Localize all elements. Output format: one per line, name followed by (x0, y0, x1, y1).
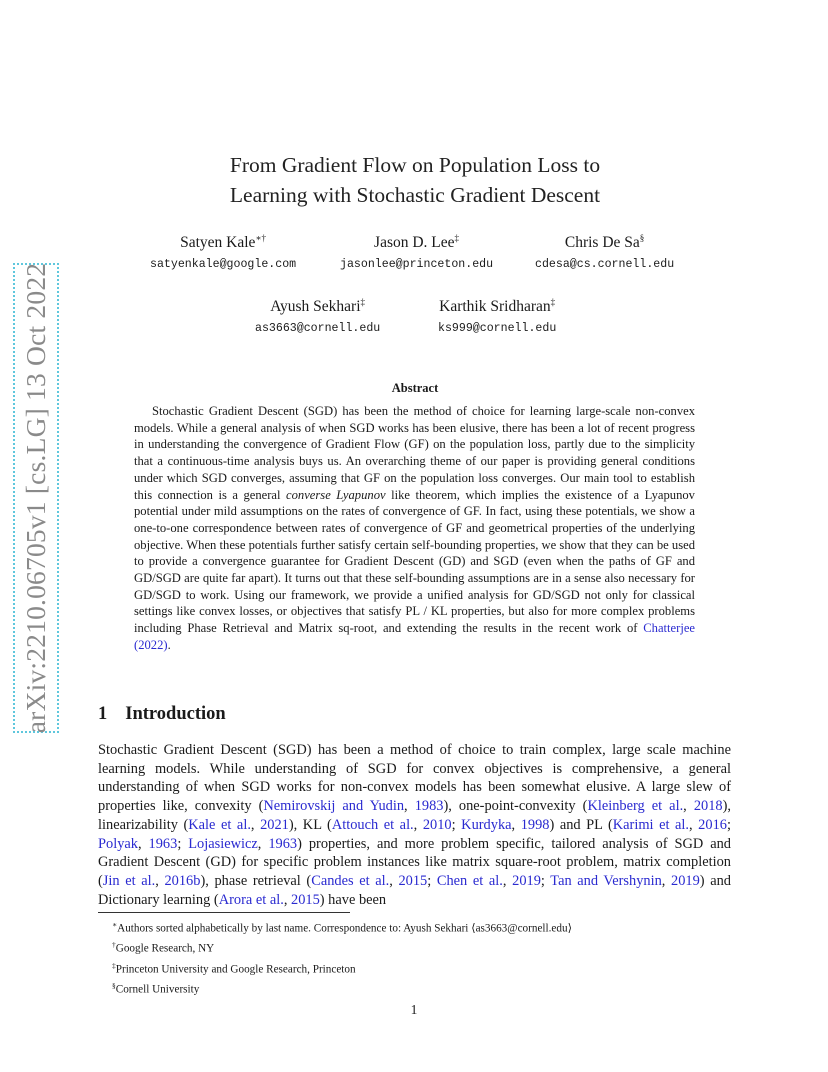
body-text-segment: , (689, 816, 699, 833)
body-text-segment: ; (540, 872, 551, 889)
body-text-segment: , (250, 816, 261, 833)
author-email: as3663@cornell.edu (255, 322, 381, 336)
body-text-segment: , (404, 798, 415, 815)
body-text-segment: ; (427, 872, 437, 889)
footnote: ∗Authors sorted alphabetically by last name. Correspondence to: Ayush Sekhari ⟨as3663@cornell.edu⟩ (112, 920, 572, 935)
author-name: Satyen Kale∗† (180, 233, 267, 252)
body-text-segment: , (661, 872, 672, 889)
citation-link[interactable]: Lojasiewicz (188, 835, 258, 852)
author-name: Jason D. Lee‡ (374, 233, 460, 252)
body-text-segment: ) properties, and more problem specific, tailored analysis of SGD and Gradient Descent (GD) for specific problem instances like matrix square-root problem, matrix completion ( (98, 835, 731, 889)
body-text-segment: ; (726, 816, 731, 833)
author-email: cdesa@cs.cornell.edu (535, 258, 675, 272)
body-text-segment: Stochastic Gradient Descent (SGD) has been a method of choice to train complex, large scale machine learning models. While understanding of SGD for convex objectives is comprehensive, a general understanding of when SGD works for non-convex models has been somewhat elusive. A large slew of properties like, convexity ( (98, 742, 731, 815)
citation-link[interactable]: 1998 (520, 816, 550, 833)
author-name: Karthik Sridharan‡ (439, 297, 556, 316)
citation-link[interactable]: Chatterjee (2022) (134, 621, 695, 652)
title-line-2: Learning with Stochastic Gradient Descent (229, 183, 601, 207)
abstract-emphasis: converse Lyapunov (286, 487, 386, 502)
author-name: Ayush Sekhari‡ (270, 297, 365, 316)
author-email: jasonlee@princeton.edu (340, 258, 494, 272)
author-affiliation-mark: ‡ (550, 297, 556, 307)
citation-link[interactable]: 2019 (512, 872, 541, 889)
citation-link[interactable]: Kurdyka (461, 816, 512, 833)
citation-link[interactable]: 2019 (671, 872, 700, 889)
author-block (438, 293, 556, 337)
title-line-1: From Gradient Flow on Population Loss to (229, 153, 601, 177)
body-text-segment: , (257, 835, 269, 852)
citation-link[interactable]: Karimi et al. (612, 816, 690, 833)
citation-link[interactable]: Attouch et al. (331, 816, 414, 833)
body-text-segment: ), phase retrieval ( (200, 872, 312, 889)
body-text-segment: , (511, 816, 521, 833)
body-text-segment: , (502, 872, 513, 889)
author-email: ks999@cornell.edu (438, 322, 557, 336)
citation-link[interactable]: Kleinberg et al. (587, 798, 684, 815)
body-text-segment: ), linearizability ( (98, 798, 731, 833)
citation-link[interactable]: 2018 (693, 798, 723, 815)
section-number: 1 (98, 704, 108, 724)
body-text-segment: ), KL ( (288, 816, 332, 833)
body-text-segment: ) have been (319, 891, 387, 908)
arxiv-stamp (13, 263, 59, 733)
author-email: satyenkale@google.com (150, 258, 297, 272)
citation-link[interactable]: 2016b (164, 872, 201, 889)
citation-link[interactable]: 2021 (260, 816, 289, 833)
footnotes (112, 917, 732, 999)
footnote: ‡Princeton University and Google Research, Princeton (112, 960, 356, 976)
body-text-segment: ; (451, 816, 462, 833)
citation-link[interactable]: 2015 (291, 891, 320, 908)
body-text-segment: ; (177, 835, 189, 852)
author-affiliation-mark: § (639, 233, 645, 243)
abstract-text: Stochastic Gradient Descent (SGD) has been the method of choice for learning large-scale non-convex models. While a general analysis of when SGD works has been elusive, there has been a lot of recent progress in understanding the convergence of Gradient Flow (GF) on the population loss, partly due to the simplicity that a continuous-time analysis buys us. An overarching theme of our paper is providing general conditions under which SGD converges, assuming that GF on the population loss converges. Our main tool to establish this connection is a general converse Lyapunov like theorem, which implies the existence of a Lyapunov potential under mild assumptions on the rates of convergence of GF. In fact, using these potentials, we show a one-to-one correspondence between rates of convergence of GF and geometrical properties of the underlying objective. When these potentials further satisfy certain self-bounding properties, we show that they can be used to provide a convergence guarantee for Gradient Descent (GD) and SGD (even when the paths of GF and GD/SGD are quite far apart). It turns out that these self-bounding assumptions are in a sense also necessary for GD/SGD to work. Using our framework, we provide a unified analysis for GD/SGD not only for classical settings like convex losses, or objectives that satisfy PL / KL properties, but also for more complex problems including Phase Retrieval and Matrix sq-root, and extending the results in the recent work of Chatterjee (2022). (134, 404, 695, 652)
author-affiliation-mark: ∗† (255, 233, 267, 243)
citation-link[interactable]: 1963 (148, 835, 178, 852)
body-text-segment: , (683, 798, 694, 815)
abstract-heading: Abstract (391, 381, 439, 395)
page-number: 1 (410, 1002, 418, 1017)
citation-link[interactable]: Polyak (98, 835, 138, 852)
author-name: Chris De Sa§ (564, 233, 645, 252)
author-block (340, 229, 493, 273)
section-heading (98, 704, 226, 725)
arxiv-identifier: arXiv:2210.06705v1 [cs.LG] 13 Oct 2022 (20, 262, 51, 734)
citation-link[interactable]: Kale et al. (188, 816, 251, 833)
citation-link[interactable]: 2015 (398, 872, 428, 889)
body-text-segment: ) and PL ( (549, 816, 613, 833)
citation-link[interactable]: 1983 (414, 798, 444, 815)
body-text-segment: ), one-point-convexity ( (443, 798, 588, 815)
author-affiliation-mark: ‡ (454, 233, 460, 243)
citation-link[interactable]: 2010 (422, 816, 452, 833)
citation-link[interactable]: 2016 (698, 816, 727, 833)
footnote-rule (98, 912, 350, 913)
intro-paragraph (98, 741, 731, 909)
footnote: †Google Research, NY (112, 940, 215, 956)
body-text-segment: ) and Dictionary learning ( (98, 872, 731, 908)
body-text-segment: , (389, 872, 399, 889)
citation-link[interactable]: Arora et al. (218, 891, 284, 908)
section-title: Introduction (125, 704, 226, 724)
citation-link[interactable]: Nemirovskij and Yudin (263, 798, 405, 815)
author-block (255, 293, 380, 337)
body-text-segment: , (413, 816, 423, 833)
footnote: §Cornell University (112, 981, 200, 997)
author-affiliation-mark: ‡ (360, 297, 365, 307)
citation-link[interactable]: Chen et al. (436, 872, 503, 889)
body-text-segment: , (283, 891, 292, 908)
paper-title (100, 150, 730, 210)
citation-link[interactable]: Candes et al. (311, 872, 390, 889)
body-text-segment: , (137, 835, 149, 852)
author-block (150, 229, 296, 273)
citation-link[interactable]: Tan and Vershynin (550, 872, 662, 889)
citation-link[interactable]: Jin et al. (102, 872, 156, 889)
body-text-segment: , (155, 872, 165, 889)
author-block (535, 229, 674, 273)
citation-link[interactable]: 1963 (268, 835, 298, 852)
